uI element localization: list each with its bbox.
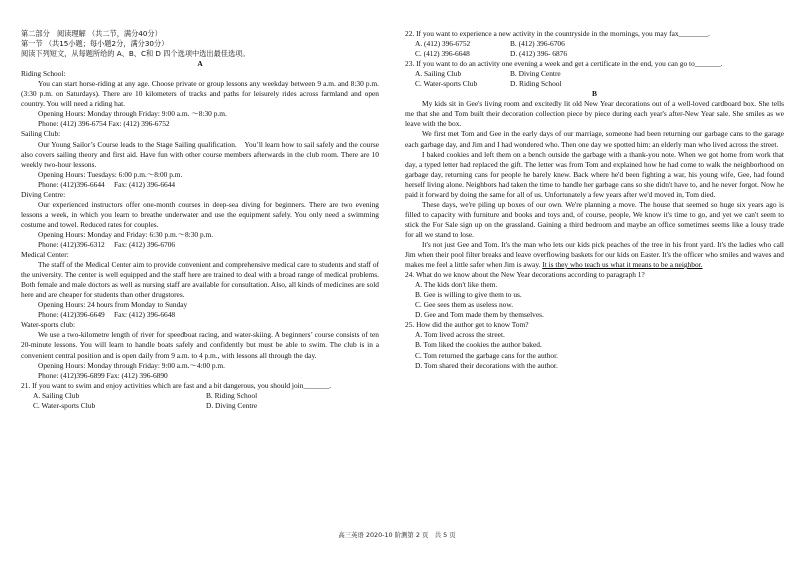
passage-b-paragraph-4: These days, we're piling up boxes of our own. We're planning a move. The house that seemed so huge six years ago is filled to capacity with furniture and books and toys and, of course, people, We know it's time to go, and yet we can't seem to stick the For Sale sign up on the grassland. Gaining a third bedroom and maybe an office sometimes seems like a lousy trade for all we stand to lose.	[405, 199, 784, 239]
q23-option-b[interactable]: B. Diving Centre	[510, 69, 561, 79]
instruction: 阅读下列短文，从每题所给的 A、B、C和 D 四个选项中选出最佳选项。	[21, 49, 250, 59]
subsection-title: 第一节 （共15小题；每小题2分，满分30分）	[21, 39, 169, 49]
q23-option-d[interactable]: D. Riding School	[510, 79, 562, 89]
left-column	[21, 29, 379, 411]
page-footer: 高三英语 2020-10 阶测第 2 页 共 5 页	[338, 531, 456, 539]
medical-title: Medical Center:	[21, 250, 69, 260]
q22-option-c[interactable]: C. (412) 396-6648	[415, 49, 470, 59]
diving-hours: Opening Hours: Monday and Friday: 6:30 p.m.～8:30 p.m.	[38, 229, 214, 239]
q24-options	[405, 280, 784, 320]
q24-option-b[interactable]: B. Gee is willing to give them to us.	[415, 290, 522, 300]
diving-body: Our experienced instructors offer one-month courses in deep-sea diving for beginners. There are two evening lessons a week, in which you learn to breathe underwater and use the equipment safely. You only need a swimming costume and towel. Reduced rates for couples.	[21, 199, 379, 229]
q24-stem: 24. What do we know about the New Year decorations according to paragraph 1?	[405, 270, 645, 280]
underlined-sentence: It is they who teach us what it means to be a neighbor.	[542, 260, 703, 270]
q22-option-b[interactable]: B. (412) 396-6706	[510, 39, 565, 49]
medical-body: The staff of the Medical Center aim to provide convenient and comprehensive medical care to students and staff of the university. The center is well equipped and the staff here are trained to deal with a broad range of medical problems. Both female and male doctors as well as nursing staff are available for consultation. Also, all kinds of medicines are sold here and are cheaper for students than other drugstores.	[21, 260, 379, 300]
water-phone: Phone: (412)396-6899 Fax: (412) 396-6890	[38, 370, 168, 380]
q21-options	[21, 391, 379, 411]
q23-option-c[interactable]: C. Water-sports Club	[415, 79, 478, 89]
q25-stem: 25. How did the author get to know Tom?	[405, 320, 529, 330]
q21-option-d[interactable]: D. Diving Centre	[206, 400, 258, 410]
water-hours: Opening Hours: Monday through Friday: 9:00 a.m.～4:00 p.m.	[38, 360, 226, 370]
q21-option-b[interactable]: B. Riding School	[206, 390, 258, 400]
sailing-phone: Phone: (412)396-6644 Fax: (412) 396-6644	[38, 179, 176, 189]
passage-b-letter: B	[592, 89, 597, 99]
q21-option-c[interactable]: C. Water-sports Club	[33, 400, 96, 410]
medical-phone: Phone: (412)396-6649 Fax: (412) 396-6648	[38, 310, 176, 320]
passage-b-paragraph-3: I baked cookies and left them on a bench outside the garbage with a thank-you note. When we got home from work that day, a typed letter had replaced the gift. The letter was from Tom and explained how he had come to walk the neighborhood on garbage day, returning cans for people he barely knew. Back where he'd been fighting a war, his young wife, Gee, had found herself living alone. Neighbors had taken the time to handle her garbage cans so she didn't have to, and he never forgot. Now he paid it forward by doing the same for all of us. Unfortunately a few years after we'd moved in, Tom died.	[405, 149, 784, 199]
riding-title: Riding School:	[21, 69, 66, 79]
q22-options	[405, 39, 784, 59]
riding-hours: Opening Hours: Monday through Friday: 9:00 a.m. ～8:30 p.m.	[38, 109, 227, 119]
q23-option-a[interactable]: A. Sailing Club	[415, 69, 462, 79]
q22-option-d[interactable]: D. (412) 396- 6876	[510, 49, 568, 59]
q23-options	[405, 69, 784, 89]
q24-option-a[interactable]: A. The kids don't like them.	[415, 280, 498, 290]
q24-option-d[interactable]: D. Gee and Tom made them by themselves.	[415, 310, 544, 320]
sailing-body: Our Young Sailor’s Course leads to the Stage Sailing qualification. You’ll learn how to sail safely and the course also covers sailing theory and first aid. Have fun with other course members afterwards in the club room. There are 10 weekly two-hour lessons.	[21, 139, 379, 169]
q21-stem: 21. If you want to swim and enjoy activities which are fast and a bit dangerous, you should join_______.	[21, 380, 332, 390]
q22-option-a[interactable]: A. (412) 396-6752	[415, 39, 471, 49]
q25-option-c[interactable]: C. Tom returned the garbage cans for the author.	[415, 350, 559, 360]
q23-stem: 23. If you want to do an activity one evening a week and get a certificate in the end, you can go to_______.	[405, 59, 723, 69]
diving-phone: Phone: (412)396-6312 Fax: (412) 396-6706	[38, 239, 176, 249]
riding-phone: Phone: (412) 396-6754 Fax: (412) 396-6752	[38, 119, 170, 129]
sailing-hours: Opening Hours: Tuesdays: 6:00 p.m.～8:00 p.m.	[38, 169, 183, 179]
passage-b-paragraph-5	[405, 240, 784, 270]
passage-b-paragraph-2: We first met Tom and Gee in the early days of our marriage, someone had been returning our garbage cans to the garage each garbage day, and Jim and I had wondered who. Then one day we spotted him: an elderly man who lived across the street.	[405, 129, 784, 149]
q22-stem: 22. If you want to experience a new activity in the countryside in the mornings, you may fax________.	[405, 29, 710, 38]
passage-b-paragraph-1: My kids sit in Gee's living room and excitedly lit old New Year decorations out of a well-loved cardboard box. She tells me that she and Tom built their decoration collection piece by piece during each year's after-New Year sale. She smiles as we leave with the box.	[405, 99, 784, 129]
q25-option-b[interactable]: B. Tom liked the cookies the author baked.	[415, 340, 542, 350]
section-title: 第二部分 阅读理解 （共二节，满分40分）	[21, 29, 162, 38]
sailing-title: Sailing Club:	[21, 129, 61, 139]
q25-option-a[interactable]: A. Tom lived across the street.	[415, 330, 505, 340]
passage-a-letter: A	[197, 59, 203, 69]
paragraph-5-text: It's not just Gee and Tom. It's the man who lets our kids pick peaches of the tree in his front yard. It's the ladies who call Jim when their pool filter breaks and leave overflowing baskets for our kids on Easter. It's the officer who smiles and waves and makes me feel a little safer when Jim is away.	[405, 239, 784, 270]
right-column	[405, 29, 784, 371]
q25-options	[405, 330, 784, 370]
water-title: Water-sports club:	[21, 320, 76, 330]
q25-option-d[interactable]: D. Tom shared their decorations with the author.	[415, 360, 558, 370]
diving-title: Diving Centre:	[21, 189, 66, 199]
medical-hours: Opening Hours: 24 hours from Monday to Sunday	[38, 300, 188, 310]
q21-option-a[interactable]: A. Sailing Club	[33, 390, 80, 400]
water-body: We use a two-kilometre length of river for speedboat racing, and water-skiing. A beginners’ course consists of ten 20-minute lessons. You will learn to handle boats safely and confidently but must be able to swim. The club is in a convenient central position and is open daily from 9 a.m. to 4 p.m., with lessons all through the day.	[21, 330, 379, 360]
riding-body: You can start horse-riding at any age. Choose private or group lessons any weekday between 9 a.m. and 8:30 p.m. (3:30 p.m. on Saturdays). There are 10 kilometers of tracks and paths for leisurely rides across farmland and open country. You will need a riding hat.	[21, 79, 379, 109]
q24-option-c[interactable]: C. Gee sees them as useless now.	[415, 300, 514, 310]
